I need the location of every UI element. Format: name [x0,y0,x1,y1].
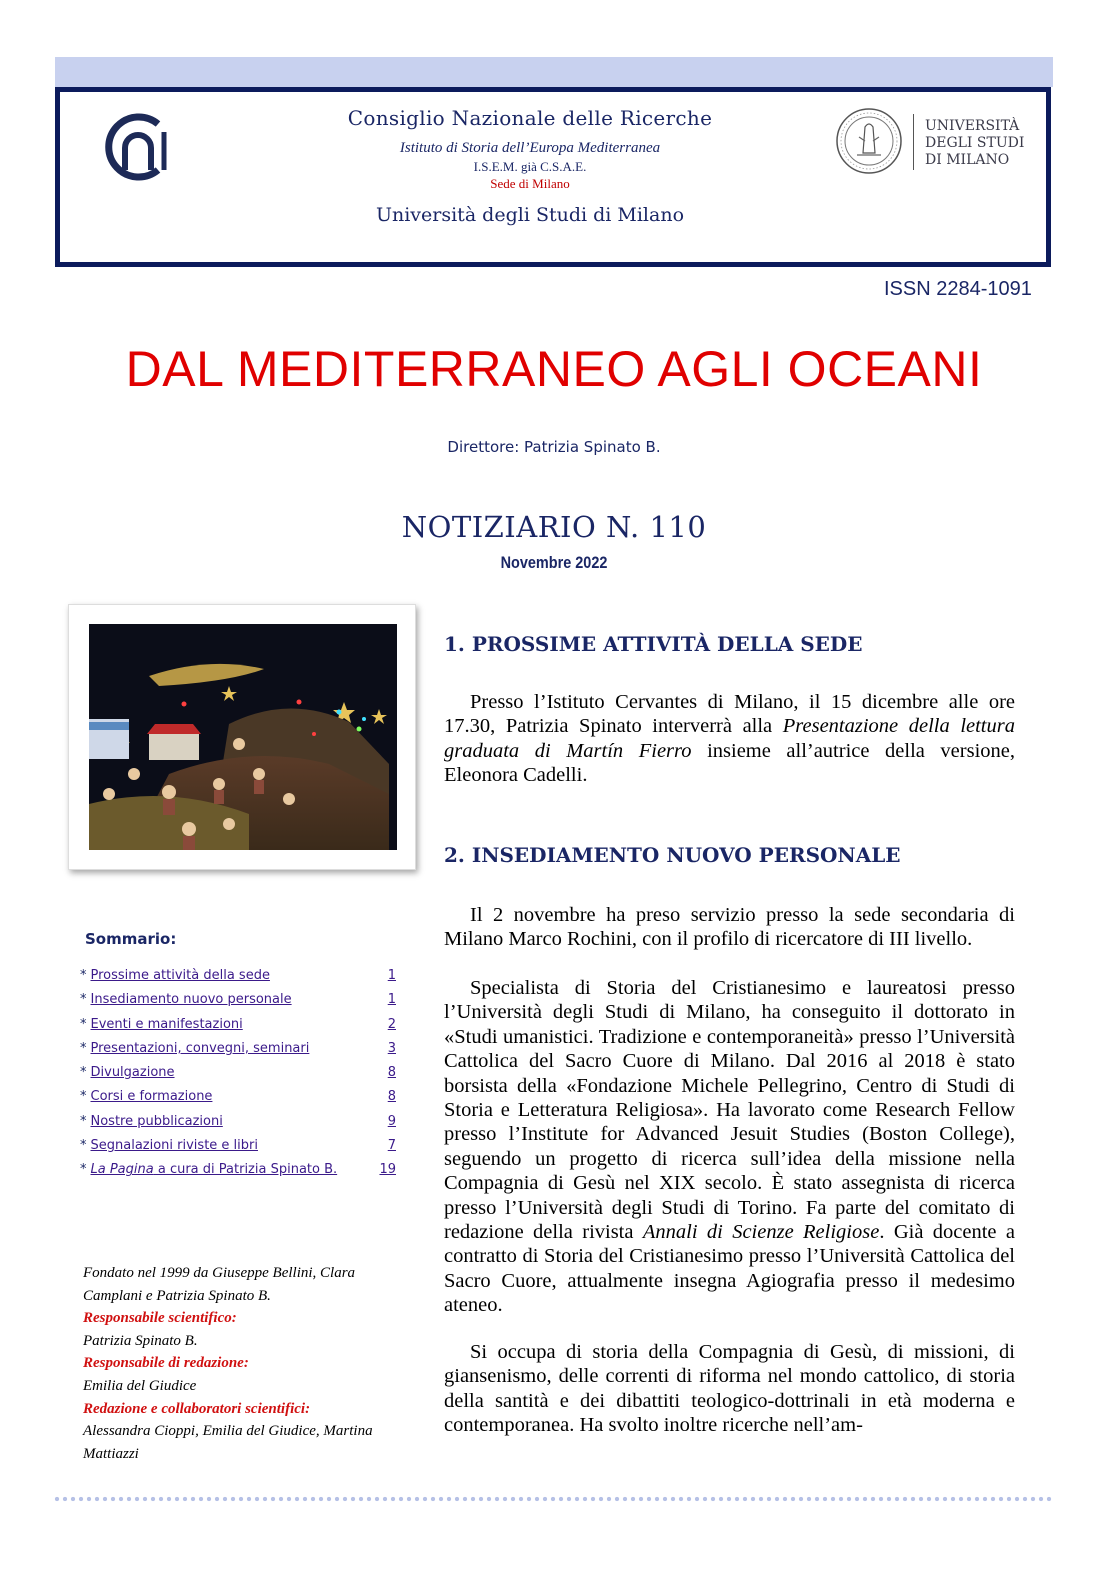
bullet-star-icon: * [80,968,87,983]
collaborators-label: Redazione e collaboratori scientifici: [83,1400,311,1417]
summary-link[interactable]: Divulgazione [90,1065,175,1081]
issue-date: Novembre 2022 [500,553,608,572]
masthead [55,87,1051,267]
summary-item[interactable] [80,1089,400,1113]
university-seal-icon [835,107,903,175]
summary-item[interactable] [80,1114,400,1138]
summary-link[interactable]: Corsi e formazione [90,1089,213,1105]
newsletter-title: DAL MEDITERRANEO AGLI OCEANI [125,341,983,397]
bullet-star-icon: * [80,1040,87,1056]
section-2-paragraph-2 [444,976,1015,1318]
university-logo-text [925,118,1024,169]
founded-note: Fondato nel 1999 da Giuseppe Bellini, Clara Camplani e Patrizia Spinato B. [83,1265,356,1304]
italic-title: Presentazione della lettura graduata di Martín Fierro [444,715,1015,762]
institute-name: Istituto di Storia dell’Europa Mediterranea [399,140,661,156]
summary-page[interactable]: 9 [387,1113,396,1129]
summary-item[interactable] [80,968,400,992]
summary-link[interactable]: Segnalazioni riviste e libri [90,1138,258,1154]
summary-link[interactable]: Insediamento nuovo personale [90,992,292,1008]
university-name: Università degli Studi di Milano [375,204,685,226]
italic-journal: Annali di Scienze Religiose [642,1221,880,1244]
summary-link[interactable]: Eventi e manifestazioni [90,1016,243,1032]
bullet-star-icon: * [80,992,87,1008]
issn: ISSN 2284-1091 [884,278,1032,300]
cnr-logo-icon [100,112,175,182]
section-2-heading: 2. INSEDIAMENTO NUOVO PERSONALE [444,843,901,867]
summary-link[interactable]: Presentazioni, convegni, seminari [90,1040,310,1056]
summary-page[interactable]: 2 [387,1016,396,1032]
summary-link[interactable] [91,1162,338,1177]
bullet-star-icon: * [80,1016,87,1032]
section-1-heading: 1. PROSSIME ATTIVITÀ DELLA SEDE [444,632,863,656]
scientific-lead: Patrizia Spinato B. [83,1332,198,1349]
summary-page[interactable]: 7 [387,1138,396,1154]
summary-page[interactable]: 1 [387,968,396,983]
summary-list [80,968,400,1187]
text-run: Presso l’Istituto Cervantes di Milano, il 15 dicembre alle ore 17.30, Patrizia Spinato interverrà alla [444,691,1015,738]
uni-logo-line: DEGLI STUDI [925,135,1025,151]
summary-item[interactable] [80,1017,400,1041]
summary-page[interactable]: 8 [387,1065,396,1081]
institution-name: Consiglio Nazionale delle Ricerche [347,106,713,130]
scientific-lead-label: Responsabile scientifico: [83,1310,237,1327]
summary-page[interactable]: 8 [387,1089,396,1105]
summary-item[interactable] [80,992,400,1016]
uni-logo-divider [913,114,914,170]
section-2-paragraph-3: Si occupa di storia della Compagnia di Gesù, di missioni, di giansenismo, delle correnti di riforma nel mondo cattolico, di storia della santità e dei dibattiti teologico-dottrinali in età moderna e contemporanea. Ha svolto inoltre ricerche nell’am- [444,1341,1015,1437]
section-2-paragraph-1: Il 2 novembre ha preso servizio presso la sede secondaria di Milano Marco Rochini, con il profilo di ricercatore di III livello. [444,904,1015,951]
text-run: insieme all’autrice della versione, Eleonora Cadelli. [444,739,1016,787]
bullet-star-icon: * [80,1089,87,1105]
text-run: . Già docente a contratto di Storia del Cristianesimo presso l’Università Cattolica del Sacro Cuore, attualmente insegna Agiografia presso il medesimo ateneo. [444,1221,1015,1317]
colophon [83,1262,393,1465]
summary-title: Sommario: [85,930,177,948]
bullet-star-icon: * [80,1138,87,1154]
summary-page[interactable]: 3 [387,1040,396,1056]
bullet-star-icon: * [80,1162,87,1178]
nativity-scene-image [89,624,397,850]
director-line: Direttore: Patrizia Spinato B. [447,438,661,456]
institute-acronym: I.S.E.M. già C.S.A.E. [473,159,587,174]
summary-item[interactable] [80,1138,400,1162]
editorial-lead-label: Responsabile di redazione: [83,1355,249,1372]
summary-page[interactable]: 1 [387,992,396,1008]
footer-dotted-rule [53,1496,1053,1502]
summary-link-italic[interactable]: La Pagina [90,1162,154,1178]
header-top-band [55,57,1053,87]
summary-item[interactable] [80,1041,400,1065]
uni-logo-line: DI MILANO [925,152,1010,168]
summary-item[interactable] [80,1065,400,1089]
summary-link-rest[interactable]: a cura di Patrizia Spinato B. [153,1162,338,1178]
summary-link[interactable]: Nostre pubblicazioni [90,1113,223,1129]
summary-link[interactable]: Prossime attività della sede [90,968,270,983]
issue-number: NOTIZIARIO N. 110 [401,510,707,544]
section-1-paragraph [444,690,1015,788]
bullet-star-icon: * [80,1065,87,1081]
editorial-lead: Emilia del Giudice [83,1377,197,1394]
summary-page[interactable]: 19 [379,1162,396,1178]
text-run: Specialista di Storia del Cristianesimo e laureatosi presso l’Università degli Studi di Milano, ha conseguito il dottorato in «Studi umanistici. Tradizione e contemporaneità» presso l’Università Cattolica del Sacro Cuore di Milano. Dal 2016 al 2018 è stato borsista della «Fondazione Michele Pellegrino, Centro di Studi di Storia e Letteratura Religiosa». Ha lavorato come Research Fellow presso l’Institute for Advanced Jesuit Studies (Boston College), seguendo un progetto di ricerca sull’idea della missione nella Compagnia di Gesù nel XIX secolo. È stato assegnista di ricerca presso l’Università degli Studi di Torino. Fa parte del comitato di redazione della rivista [444,977,1015,1244]
uni-logo-line: UNIVERSITÀ [925,118,1020,134]
seat-name: Sede di Milano [490,176,570,191]
nativity-photo [68,604,416,870]
masthead-text [260,106,800,226]
summary-item[interactable] [80,1162,400,1186]
collaborators: Alessandra Cioppi, Emilia del Giudice, Martina Mattiazzi [83,1423,373,1462]
bullet-star-icon: * [80,1113,87,1129]
